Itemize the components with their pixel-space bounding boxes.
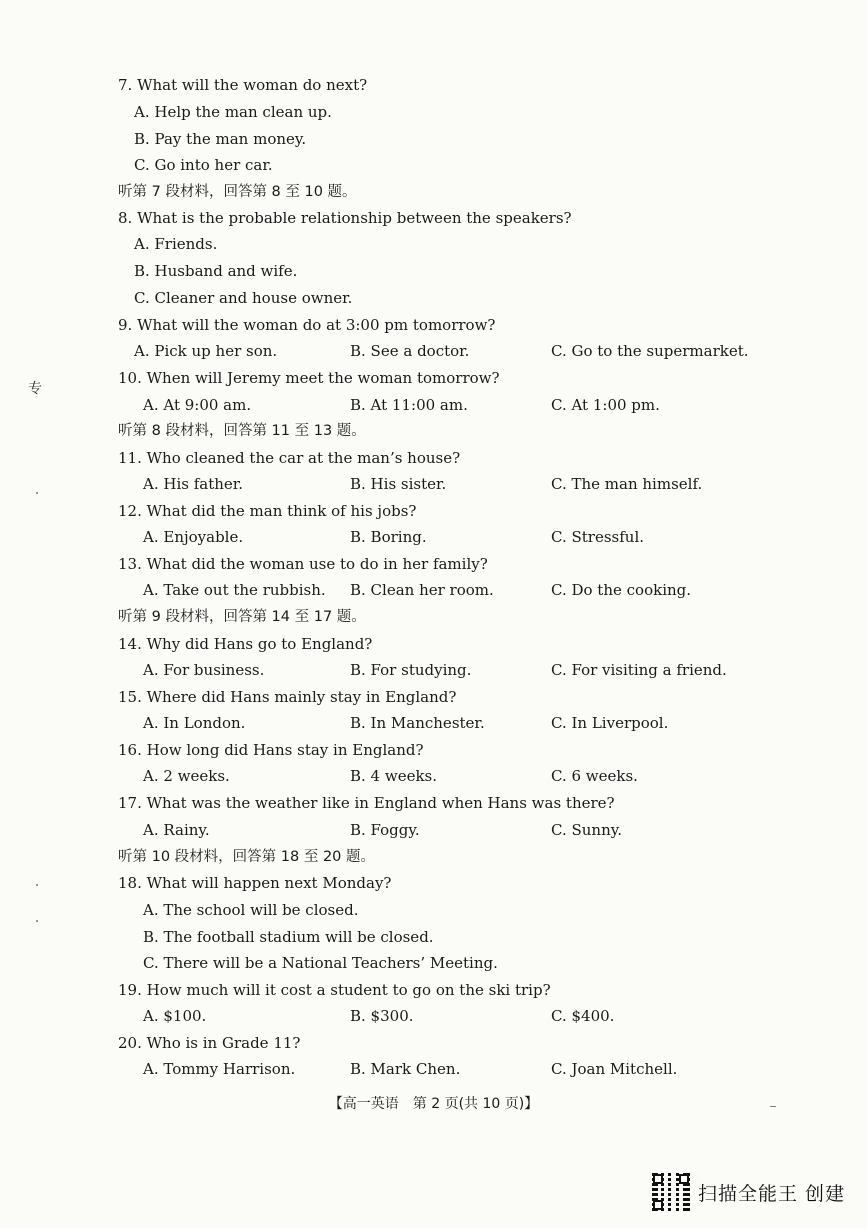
question-15-option-b: B. In Manchester. <box>350 714 485 732</box>
question-17-option-c: C. Sunny. <box>551 821 622 839</box>
question-8-stem: 8. What is the probable relationship between the speakers? <box>118 209 572 227</box>
question-19-option-c: C. $400. <box>551 1007 615 1025</box>
question-11-option-c: C. The man himself. <box>551 475 703 493</box>
question-17-options <box>0 820 867 840</box>
margin-dot <box>36 920 38 922</box>
question-16-options <box>0 766 867 786</box>
question-17-option-b: B. Foggy. <box>350 821 420 839</box>
question-19-option-b: B. $300. <box>350 1007 414 1025</box>
question-13-option-c: C. Do the cooking. <box>551 581 692 599</box>
question-9-option-c: C. Go to the supermarket. <box>551 342 749 360</box>
question-8-option-b: B. Husband and wife. <box>134 262 298 280</box>
question-10-stem: 10. When will Jeremy meet the woman tomorrow? <box>118 369 500 387</box>
page-footer: 【高一英语 第 2 页(共 10 页)】 <box>328 1096 539 1112</box>
question-11-option-b: B. His sister. <box>350 475 447 493</box>
question-20-option-a: A. Tommy Harrison. <box>143 1060 296 1078</box>
question-14-option-b: B. For studying. <box>350 661 472 679</box>
question-16-option-b: B. 4 weeks. <box>350 767 438 785</box>
question-9-options <box>0 341 867 361</box>
question-12-option-b: B. Boring. <box>350 528 427 546</box>
question-12-option-a: A. Enjoyable. <box>143 528 244 546</box>
question-8-option-a: A. Friends. <box>134 235 218 253</box>
scanner-label: 扫描全能王 创建 <box>698 1182 846 1205</box>
question-19-options <box>0 1006 867 1026</box>
question-17-stem: 17. What was the weather like in England when Hans was there? <box>118 794 615 812</box>
question-19-stem: 19. How much will it cost a student to go on the ski trip? <box>118 981 551 999</box>
question-16-option-c: C. 6 weeks. <box>551 767 638 785</box>
margin-dot <box>36 884 38 886</box>
question-20-options <box>0 1059 867 1079</box>
question-9-option-b: B. See a doctor. <box>350 342 470 360</box>
question-10-options <box>0 395 867 415</box>
question-11-option-a: A. His father. <box>143 475 244 493</box>
question-16-stem: 16. How long did Hans stay in England? <box>118 741 424 759</box>
margin-character: 专 <box>28 381 42 397</box>
question-18-stem: 18. What will happen next Monday? <box>118 874 392 892</box>
question-10-option-c: C. At 1:00 pm. <box>551 396 660 414</box>
question-14-stem: 14. Why did Hans go to England? <box>118 635 373 653</box>
question-14-options <box>0 660 867 680</box>
section-heading-8: 听第 8 段材料，回答第 11 至 13 题。 <box>118 423 366 439</box>
qr-code-icon <box>652 1173 690 1211</box>
question-17-option-a: A. Rainy. <box>143 821 210 839</box>
scanner-watermark <box>652 1172 845 1212</box>
question-20-option-b: B. Mark Chen. <box>350 1060 461 1078</box>
question-7-option-b: B. Pay the man money. <box>134 130 307 148</box>
question-15-stem: 15. Where did Hans mainly stay in England? <box>118 688 457 706</box>
question-18-option-c: C. There will be a National Teachers’ Meeting. <box>143 954 498 972</box>
question-10-option-b: B. At 11:00 am. <box>350 396 468 414</box>
question-7-option-a: A. Help the man clean up. <box>134 103 332 121</box>
question-14-option-c: C. For visiting a friend. <box>551 661 727 679</box>
section-heading-7: 听第 7 段材料，回答第 8 至 10 题。 <box>118 184 357 200</box>
section-heading-9: 听第 9 段材料，回答第 14 至 17 题。 <box>118 609 366 625</box>
question-8-option-c: C. Cleaner and house owner. <box>134 289 353 307</box>
question-15-option-c: C. In Liverpool. <box>551 714 669 732</box>
question-13-option-a: A. Take out the rubbish. <box>143 581 326 599</box>
question-13-option-b: B. Clean her room. <box>350 581 494 599</box>
question-15-option-a: A. In London. <box>143 714 246 732</box>
question-20-stem: 20. Who is in Grade 11? <box>118 1034 301 1052</box>
question-7-stem: 7. What will the woman do next? <box>118 76 368 94</box>
question-12-option-c: C. Stressful. <box>551 528 645 546</box>
question-18-option-b: B. The football stadium will be closed. <box>143 928 434 946</box>
question-12-options <box>0 527 867 547</box>
question-9-stem: 9. What will the woman do at 3:00 pm tomorrow? <box>118 316 496 334</box>
question-16-option-a: A. 2 weeks. <box>143 767 230 785</box>
question-13-options <box>0 580 867 600</box>
question-12-stem: 12. What did the man think of his jobs? <box>118 502 417 520</box>
question-10-option-a: A. At 9:00 am. <box>143 396 252 414</box>
question-19-option-a: A. $100. <box>143 1007 207 1025</box>
question-11-stem: 11. Who cleaned the car at the man’s house? <box>118 449 461 467</box>
question-11-options <box>0 474 867 494</box>
question-9-option-a: A. Pick up her son. <box>134 342 278 360</box>
question-7-option-c: C. Go into her car. <box>134 156 273 174</box>
question-18-option-a: A. The school will be closed. <box>143 901 359 919</box>
question-15-options <box>0 713 867 733</box>
question-14-option-a: A. For business. <box>143 661 265 679</box>
section-heading-10: 听第 10 段材料，回答第 18 至 20 题。 <box>118 849 376 865</box>
question-20-option-c: C. Joan Mitchell. <box>551 1060 678 1078</box>
question-13-stem: 13. What did the woman use to do in her family? <box>118 555 488 573</box>
